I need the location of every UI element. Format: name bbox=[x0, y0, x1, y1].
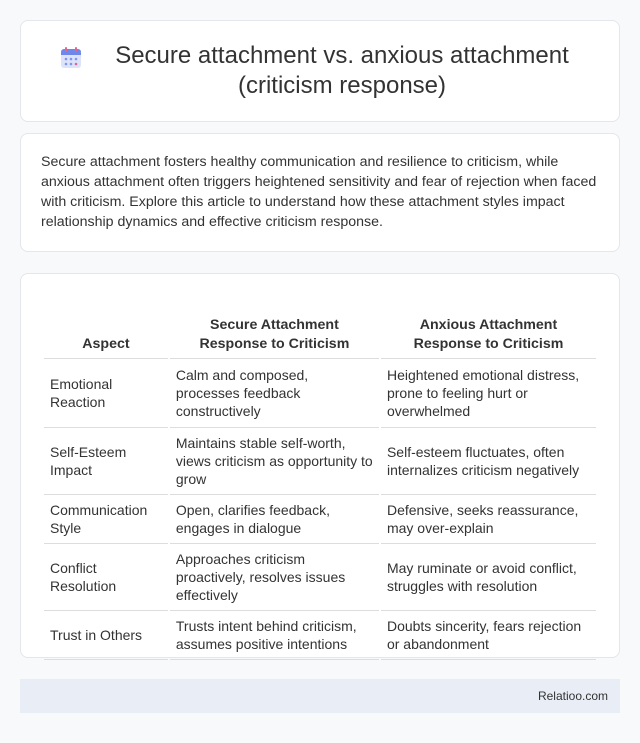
table-row bbox=[44, 611, 596, 660]
table-row bbox=[44, 359, 596, 428]
table-header-row bbox=[44, 296, 596, 359]
cell-anxious: Self-esteem fluctuates, often internalizes criticism negatively bbox=[381, 428, 596, 495]
header-aspect: Aspect bbox=[44, 296, 168, 359]
cell-aspect: Conflict Resolution bbox=[44, 544, 168, 611]
cell-anxious: Defensive, seeks reassurance, may over-explain bbox=[381, 495, 596, 544]
footer bbox=[20, 679, 620, 713]
intro-card bbox=[20, 133, 620, 252]
header-secure: Secure Attachment Response to Criticism bbox=[170, 296, 379, 359]
page-title: Secure attachment vs. anxious attachment (criticism response) bbox=[115, 42, 569, 99]
footer-brand[interactable]: Relatioo.com bbox=[537, 689, 608, 703]
cell-anxious: Heightened emotional distress, prone to feeling hurt or overwhelmed bbox=[381, 359, 596, 428]
table-row bbox=[44, 544, 596, 611]
comparison-card bbox=[20, 273, 620, 658]
cell-secure: Calm and composed, processes feedback constructively bbox=[170, 359, 379, 428]
cell-aspect: Self-Esteem Impact bbox=[44, 428, 168, 495]
cell-secure: Trusts intent behind criticism, assumes positive intentions bbox=[170, 611, 379, 660]
cell-aspect: Communication Style bbox=[44, 495, 168, 544]
cell-secure: Maintains stable self-worth, views criticism as opportunity to grow bbox=[170, 428, 379, 495]
comparison-table bbox=[42, 296, 598, 660]
cell-anxious: Doubts sincerity, fears rejection or abandonment bbox=[381, 611, 596, 660]
cell-aspect: Emotional Reaction bbox=[44, 359, 168, 428]
table-row bbox=[44, 428, 596, 495]
intro-paragraph: Secure attachment fosters healthy communication and resilience to criticism, while anxious attachment often triggers heightened sensitivity and fear of rejection when faced with criticism. Explore this article to understand how these attachment styles impact relationship dynamics and effective criticism response. bbox=[41, 154, 597, 230]
cell-anxious: May ruminate or avoid conflict, struggles with resolution bbox=[381, 544, 596, 611]
table-row bbox=[44, 495, 596, 544]
cell-aspect: Trust in Others bbox=[44, 611, 168, 660]
cell-secure: Approaches criticism proactively, resolves issues effectively bbox=[170, 544, 379, 611]
header-anxious: Anxious Attachment Response to Criticism bbox=[381, 296, 596, 359]
title-card bbox=[20, 20, 620, 122]
cell-secure: Open, clarifies feedback, engages in dialogue bbox=[170, 495, 379, 544]
calendar-icon bbox=[58, 45, 84, 71]
